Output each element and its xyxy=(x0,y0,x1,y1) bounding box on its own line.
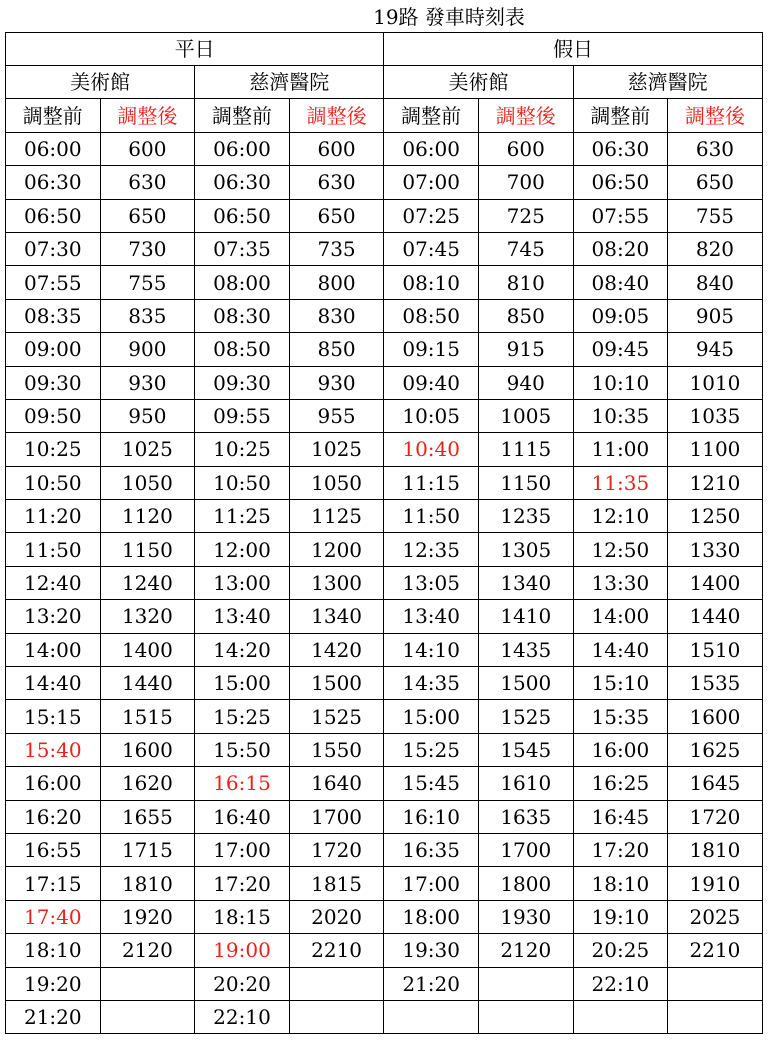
time-after-cell: 905 xyxy=(668,299,763,332)
time-after-cell: 2020 xyxy=(289,900,384,933)
time-before-cell: 11:35 xyxy=(573,466,668,499)
time-before-cell: 06:30 xyxy=(6,166,101,199)
col-label-before: 調整前 xyxy=(6,99,101,132)
time-after-cell: 1300 xyxy=(289,566,384,599)
time-after-cell: 1610 xyxy=(478,767,573,800)
time-before-cell: 11:00 xyxy=(573,433,668,466)
time-after-cell: 835 xyxy=(100,299,195,332)
table-row xyxy=(6,967,763,1000)
table-row xyxy=(6,266,763,299)
time-after-cell: 630 xyxy=(289,166,384,199)
time-before-cell: 13:40 xyxy=(384,600,479,633)
time-after-cell: 1235 xyxy=(478,500,573,533)
table-row xyxy=(6,700,763,733)
time-before-cell: 11:20 xyxy=(6,500,101,533)
time-after-cell: 930 xyxy=(100,366,195,399)
time-after-cell: 1715 xyxy=(100,833,195,866)
time-after-cell: 1810 xyxy=(100,867,195,900)
time-before-cell: 10:05 xyxy=(384,399,479,432)
time-before-cell: 22:10 xyxy=(195,1000,290,1033)
time-after-cell: 1150 xyxy=(100,533,195,566)
stop-header: 美術館 xyxy=(6,66,195,99)
time-before-cell: 13:40 xyxy=(195,600,290,633)
time-before-cell: 09:55 xyxy=(195,399,290,432)
table-row xyxy=(6,232,763,265)
time-after-cell: 1200 xyxy=(289,533,384,566)
time-after-cell: 1515 xyxy=(100,700,195,733)
column-label-row xyxy=(6,99,763,132)
time-after-cell: 755 xyxy=(668,199,763,232)
time-after-cell: 2120 xyxy=(478,934,573,967)
table-row xyxy=(6,533,763,566)
time-after-cell: 1025 xyxy=(100,433,195,466)
time-before-cell: 10:10 xyxy=(573,366,668,399)
time-before-cell: 16:00 xyxy=(573,733,668,766)
table-row xyxy=(6,132,763,165)
time-after-cell xyxy=(100,967,195,1000)
time-before-cell: 13:05 xyxy=(384,566,479,599)
table-row xyxy=(6,199,763,232)
time-before-cell: 08:35 xyxy=(6,299,101,332)
time-before-cell: 16:40 xyxy=(195,800,290,833)
timetable-title xyxy=(0,4,768,30)
time-after-cell: 1545 xyxy=(478,733,573,766)
time-after-cell: 1815 xyxy=(289,867,384,900)
time-after-cell: 1930 xyxy=(478,900,573,933)
table-row xyxy=(6,366,763,399)
table-row xyxy=(6,934,763,967)
stop-header-row xyxy=(6,66,763,99)
time-before-cell: 18:15 xyxy=(195,900,290,933)
time-before-cell: 16:00 xyxy=(6,767,101,800)
time-before-cell: 09:05 xyxy=(573,299,668,332)
time-after-cell: 1510 xyxy=(668,633,763,666)
time-after-cell: 1435 xyxy=(478,633,573,666)
time-before-cell: 14:40 xyxy=(573,633,668,666)
time-before-cell: 19:20 xyxy=(6,967,101,1000)
time-after-cell xyxy=(289,1000,384,1033)
time-before-cell: 17:40 xyxy=(6,900,101,933)
time-after-cell: 820 xyxy=(668,232,763,265)
time-before-cell: 15:15 xyxy=(6,700,101,733)
time-before-cell: 09:30 xyxy=(195,366,290,399)
time-before-cell: 12:00 xyxy=(195,533,290,566)
table-row xyxy=(6,767,763,800)
time-after-cell: 850 xyxy=(478,299,573,332)
time-after-cell: 1125 xyxy=(289,500,384,533)
time-before-cell: 16:20 xyxy=(6,800,101,833)
time-before-cell: 10:25 xyxy=(6,433,101,466)
time-before-cell: 21:20 xyxy=(384,967,479,1000)
time-before-cell: 16:35 xyxy=(384,833,479,866)
table-row xyxy=(6,833,763,866)
time-after-cell: 1050 xyxy=(100,466,195,499)
time-before-cell: 08:30 xyxy=(195,299,290,332)
time-after-cell: 1250 xyxy=(668,500,763,533)
time-before-cell: 15:10 xyxy=(573,667,668,700)
table-row xyxy=(6,867,763,900)
time-before-cell: 21:20 xyxy=(6,1000,101,1033)
time-before-cell: 14:40 xyxy=(6,667,101,700)
time-before-cell: 06:30 xyxy=(195,166,290,199)
time-after-cell: 1720 xyxy=(289,833,384,866)
time-after-cell: 730 xyxy=(100,232,195,265)
time-after-cell: 1240 xyxy=(100,566,195,599)
time-before-cell: 20:25 xyxy=(573,934,668,967)
time-before-cell: 10:35 xyxy=(573,399,668,432)
time-before-cell: 18:00 xyxy=(384,900,479,933)
timetable xyxy=(5,32,763,1034)
table-row xyxy=(6,399,763,432)
time-before-cell: 15:50 xyxy=(195,733,290,766)
time-before-cell: 10:40 xyxy=(384,433,479,466)
time-after-cell: 850 xyxy=(289,333,384,366)
time-before-cell: 17:20 xyxy=(195,867,290,900)
timetable-body xyxy=(6,132,763,1034)
time-before-cell: 15:00 xyxy=(384,700,479,733)
time-before-cell: 17:20 xyxy=(573,833,668,866)
table-row xyxy=(6,633,763,666)
time-before-cell: 07:55 xyxy=(6,266,101,299)
time-before-cell: 16:15 xyxy=(195,767,290,800)
time-after-cell xyxy=(668,967,763,1000)
time-after-cell: 1120 xyxy=(100,500,195,533)
time-before-cell: 14:20 xyxy=(195,633,290,666)
time-before-cell: 17:00 xyxy=(195,833,290,866)
col-label-after: 調整後 xyxy=(289,99,384,132)
time-after-cell: 2120 xyxy=(100,934,195,967)
table-row xyxy=(6,166,763,199)
time-after-cell: 600 xyxy=(289,132,384,165)
time-before-cell: 09:50 xyxy=(6,399,101,432)
time-after-cell: 2210 xyxy=(289,934,384,967)
time-after-cell: 1635 xyxy=(478,800,573,833)
time-before-cell: 19:10 xyxy=(573,900,668,933)
time-after-cell: 1400 xyxy=(668,566,763,599)
time-before-cell: 12:40 xyxy=(6,566,101,599)
time-before-cell: 11:15 xyxy=(384,466,479,499)
col-label-after: 調整後 xyxy=(100,99,195,132)
time-before-cell: 08:20 xyxy=(573,232,668,265)
time-after-cell: 1500 xyxy=(289,667,384,700)
time-after-cell: 1525 xyxy=(289,700,384,733)
time-before-cell: 10:25 xyxy=(195,433,290,466)
section-holiday: 假日 xyxy=(384,33,762,66)
time-before-cell: 09:40 xyxy=(384,366,479,399)
time-after-cell: 830 xyxy=(289,299,384,332)
time-after-cell: 630 xyxy=(668,132,763,165)
time-after-cell xyxy=(289,967,384,1000)
time-before-cell: 10:50 xyxy=(195,466,290,499)
time-after-cell: 930 xyxy=(289,366,384,399)
time-before-cell: 17:15 xyxy=(6,867,101,900)
time-before-cell: 11:50 xyxy=(384,500,479,533)
time-after-cell: 1600 xyxy=(668,700,763,733)
time-after-cell: 1420 xyxy=(289,633,384,666)
timetable-title-text: 19路 發車時刻表 xyxy=(373,5,525,29)
time-after-cell: 1340 xyxy=(478,566,573,599)
time-after-cell: 1340 xyxy=(289,600,384,633)
time-before-cell: 17:00 xyxy=(384,867,479,900)
time-before-cell: 13:20 xyxy=(6,600,101,633)
table-row xyxy=(6,500,763,533)
time-after-cell: 600 xyxy=(100,132,195,165)
table-row xyxy=(6,566,763,599)
section-header-row xyxy=(6,33,763,66)
time-before-cell: 12:10 xyxy=(573,500,668,533)
time-after-cell: 1440 xyxy=(668,600,763,633)
time-before-cell: 06:30 xyxy=(573,132,668,165)
time-before-cell: 12:35 xyxy=(384,533,479,566)
time-before-cell: 14:10 xyxy=(384,633,479,666)
time-before-cell: 19:30 xyxy=(384,934,479,967)
time-before-cell: 14:00 xyxy=(6,633,101,666)
time-after-cell: 1440 xyxy=(100,667,195,700)
time-after-cell: 1700 xyxy=(478,833,573,866)
time-after-cell: 1025 xyxy=(289,433,384,466)
time-after-cell: 1305 xyxy=(478,533,573,566)
time-after-cell: 745 xyxy=(478,232,573,265)
table-row xyxy=(6,800,763,833)
time-before-cell: 13:30 xyxy=(573,566,668,599)
time-before-cell: 15:00 xyxy=(195,667,290,700)
time-before-cell: 15:45 xyxy=(384,767,479,800)
time-after-cell: 1500 xyxy=(478,667,573,700)
time-after-cell: 1550 xyxy=(289,733,384,766)
col-label-before: 調整前 xyxy=(195,99,290,132)
time-before-cell: 16:10 xyxy=(384,800,479,833)
time-after-cell: 1210 xyxy=(668,466,763,499)
stop-header: 慈濟醫院 xyxy=(195,66,384,99)
time-after-cell: 1920 xyxy=(100,900,195,933)
time-before-cell: 14:00 xyxy=(573,600,668,633)
time-before-cell: 07:35 xyxy=(195,232,290,265)
time-before-cell: 08:50 xyxy=(384,299,479,332)
time-after-cell: 1005 xyxy=(478,399,573,432)
time-after-cell xyxy=(668,1000,763,1033)
time-after-cell: 1700 xyxy=(289,800,384,833)
time-before-cell: 07:25 xyxy=(384,199,479,232)
time-before-cell: 07:30 xyxy=(6,232,101,265)
time-after-cell: 810 xyxy=(478,266,573,299)
table-row xyxy=(6,900,763,933)
time-after-cell: 1400 xyxy=(100,633,195,666)
time-before-cell: 08:10 xyxy=(384,266,479,299)
time-after-cell: 600 xyxy=(478,132,573,165)
time-before-cell: 07:00 xyxy=(384,166,479,199)
time-after-cell: 1035 xyxy=(668,399,763,432)
time-before-cell: 07:45 xyxy=(384,232,479,265)
time-after-cell: 840 xyxy=(668,266,763,299)
time-after-cell: 1150 xyxy=(478,466,573,499)
time-after-cell: 1720 xyxy=(668,800,763,833)
time-after-cell: 1800 xyxy=(478,867,573,900)
time-after-cell: 735 xyxy=(289,232,384,265)
time-before-cell xyxy=(384,1000,479,1033)
time-before-cell: 07:55 xyxy=(573,199,668,232)
time-after-cell: 1645 xyxy=(668,767,763,800)
table-row xyxy=(6,1000,763,1033)
time-after-cell: 1320 xyxy=(100,600,195,633)
time-before-cell: 13:00 xyxy=(195,566,290,599)
time-before-cell: 12:50 xyxy=(573,533,668,566)
time-after-cell: 1640 xyxy=(289,767,384,800)
time-before-cell: 11:50 xyxy=(6,533,101,566)
time-after-cell: 1625 xyxy=(668,733,763,766)
section-weekday: 平日 xyxy=(6,33,384,66)
time-after-cell: 650 xyxy=(100,199,195,232)
time-before-cell: 06:50 xyxy=(195,199,290,232)
time-before-cell: 18:10 xyxy=(6,934,101,967)
time-after-cell: 1655 xyxy=(100,800,195,833)
time-after-cell: 945 xyxy=(668,333,763,366)
time-after-cell: 1600 xyxy=(100,733,195,766)
time-before-cell: 09:00 xyxy=(6,333,101,366)
time-before-cell: 16:55 xyxy=(6,833,101,866)
col-label-after: 調整後 xyxy=(478,99,573,132)
time-after-cell: 1620 xyxy=(100,767,195,800)
time-after-cell: 725 xyxy=(478,199,573,232)
time-before-cell: 20:20 xyxy=(195,967,290,1000)
col-label-after: 調整後 xyxy=(668,99,763,132)
time-after-cell: 2210 xyxy=(668,934,763,967)
table-row xyxy=(6,667,763,700)
time-after-cell: 2025 xyxy=(668,900,763,933)
time-after-cell: 630 xyxy=(100,166,195,199)
time-before-cell: 08:00 xyxy=(195,266,290,299)
time-after-cell: 1535 xyxy=(668,667,763,700)
stop-header: 美術館 xyxy=(384,66,573,99)
stop-header: 慈濟醫院 xyxy=(573,66,762,99)
time-before-cell: 15:35 xyxy=(573,700,668,733)
time-before-cell: 06:50 xyxy=(573,166,668,199)
time-after-cell: 1525 xyxy=(478,700,573,733)
time-before-cell: 09:45 xyxy=(573,333,668,366)
time-before-cell: 10:50 xyxy=(6,466,101,499)
table-row xyxy=(6,333,763,366)
time-after-cell: 900 xyxy=(100,333,195,366)
time-before-cell: 16:45 xyxy=(573,800,668,833)
time-before-cell: 15:25 xyxy=(195,700,290,733)
time-after-cell: 800 xyxy=(289,266,384,299)
time-after-cell: 915 xyxy=(478,333,573,366)
time-after-cell: 650 xyxy=(668,166,763,199)
time-before-cell xyxy=(573,1000,668,1033)
table-row xyxy=(6,299,763,332)
time-after-cell: 1810 xyxy=(668,833,763,866)
time-after-cell: 1010 xyxy=(668,366,763,399)
time-before-cell: 06:00 xyxy=(384,132,479,165)
time-after-cell: 1910 xyxy=(668,867,763,900)
time-after-cell xyxy=(100,1000,195,1033)
table-row xyxy=(6,600,763,633)
col-label-before: 調整前 xyxy=(384,99,479,132)
time-before-cell: 18:10 xyxy=(573,867,668,900)
time-before-cell: 11:25 xyxy=(195,500,290,533)
time-after-cell: 1410 xyxy=(478,600,573,633)
time-after-cell: 1100 xyxy=(668,433,763,466)
time-before-cell: 19:00 xyxy=(195,934,290,967)
time-before-cell: 15:40 xyxy=(6,733,101,766)
time-after-cell: 650 xyxy=(289,199,384,232)
time-after-cell: 940 xyxy=(478,366,573,399)
table-row xyxy=(6,433,763,466)
table-row xyxy=(6,466,763,499)
time-after-cell xyxy=(478,1000,573,1033)
time-before-cell: 08:40 xyxy=(573,266,668,299)
time-before-cell: 09:15 xyxy=(384,333,479,366)
time-before-cell: 09:30 xyxy=(6,366,101,399)
time-after-cell: 1330 xyxy=(668,533,763,566)
time-before-cell: 06:00 xyxy=(195,132,290,165)
time-before-cell: 06:00 xyxy=(6,132,101,165)
time-before-cell: 06:50 xyxy=(6,199,101,232)
time-after-cell: 755 xyxy=(100,266,195,299)
col-label-before: 調整前 xyxy=(573,99,668,132)
time-after-cell xyxy=(478,967,573,1000)
time-after-cell: 1050 xyxy=(289,466,384,499)
time-after-cell: 950 xyxy=(100,399,195,432)
time-after-cell: 955 xyxy=(289,399,384,432)
time-before-cell: 14:35 xyxy=(384,667,479,700)
time-before-cell: 22:10 xyxy=(573,967,668,1000)
time-before-cell: 16:25 xyxy=(573,767,668,800)
table-row xyxy=(6,733,763,766)
time-before-cell: 08:50 xyxy=(195,333,290,366)
time-after-cell: 700 xyxy=(478,166,573,199)
time-after-cell: 1115 xyxy=(478,433,573,466)
time-before-cell: 15:25 xyxy=(384,733,479,766)
